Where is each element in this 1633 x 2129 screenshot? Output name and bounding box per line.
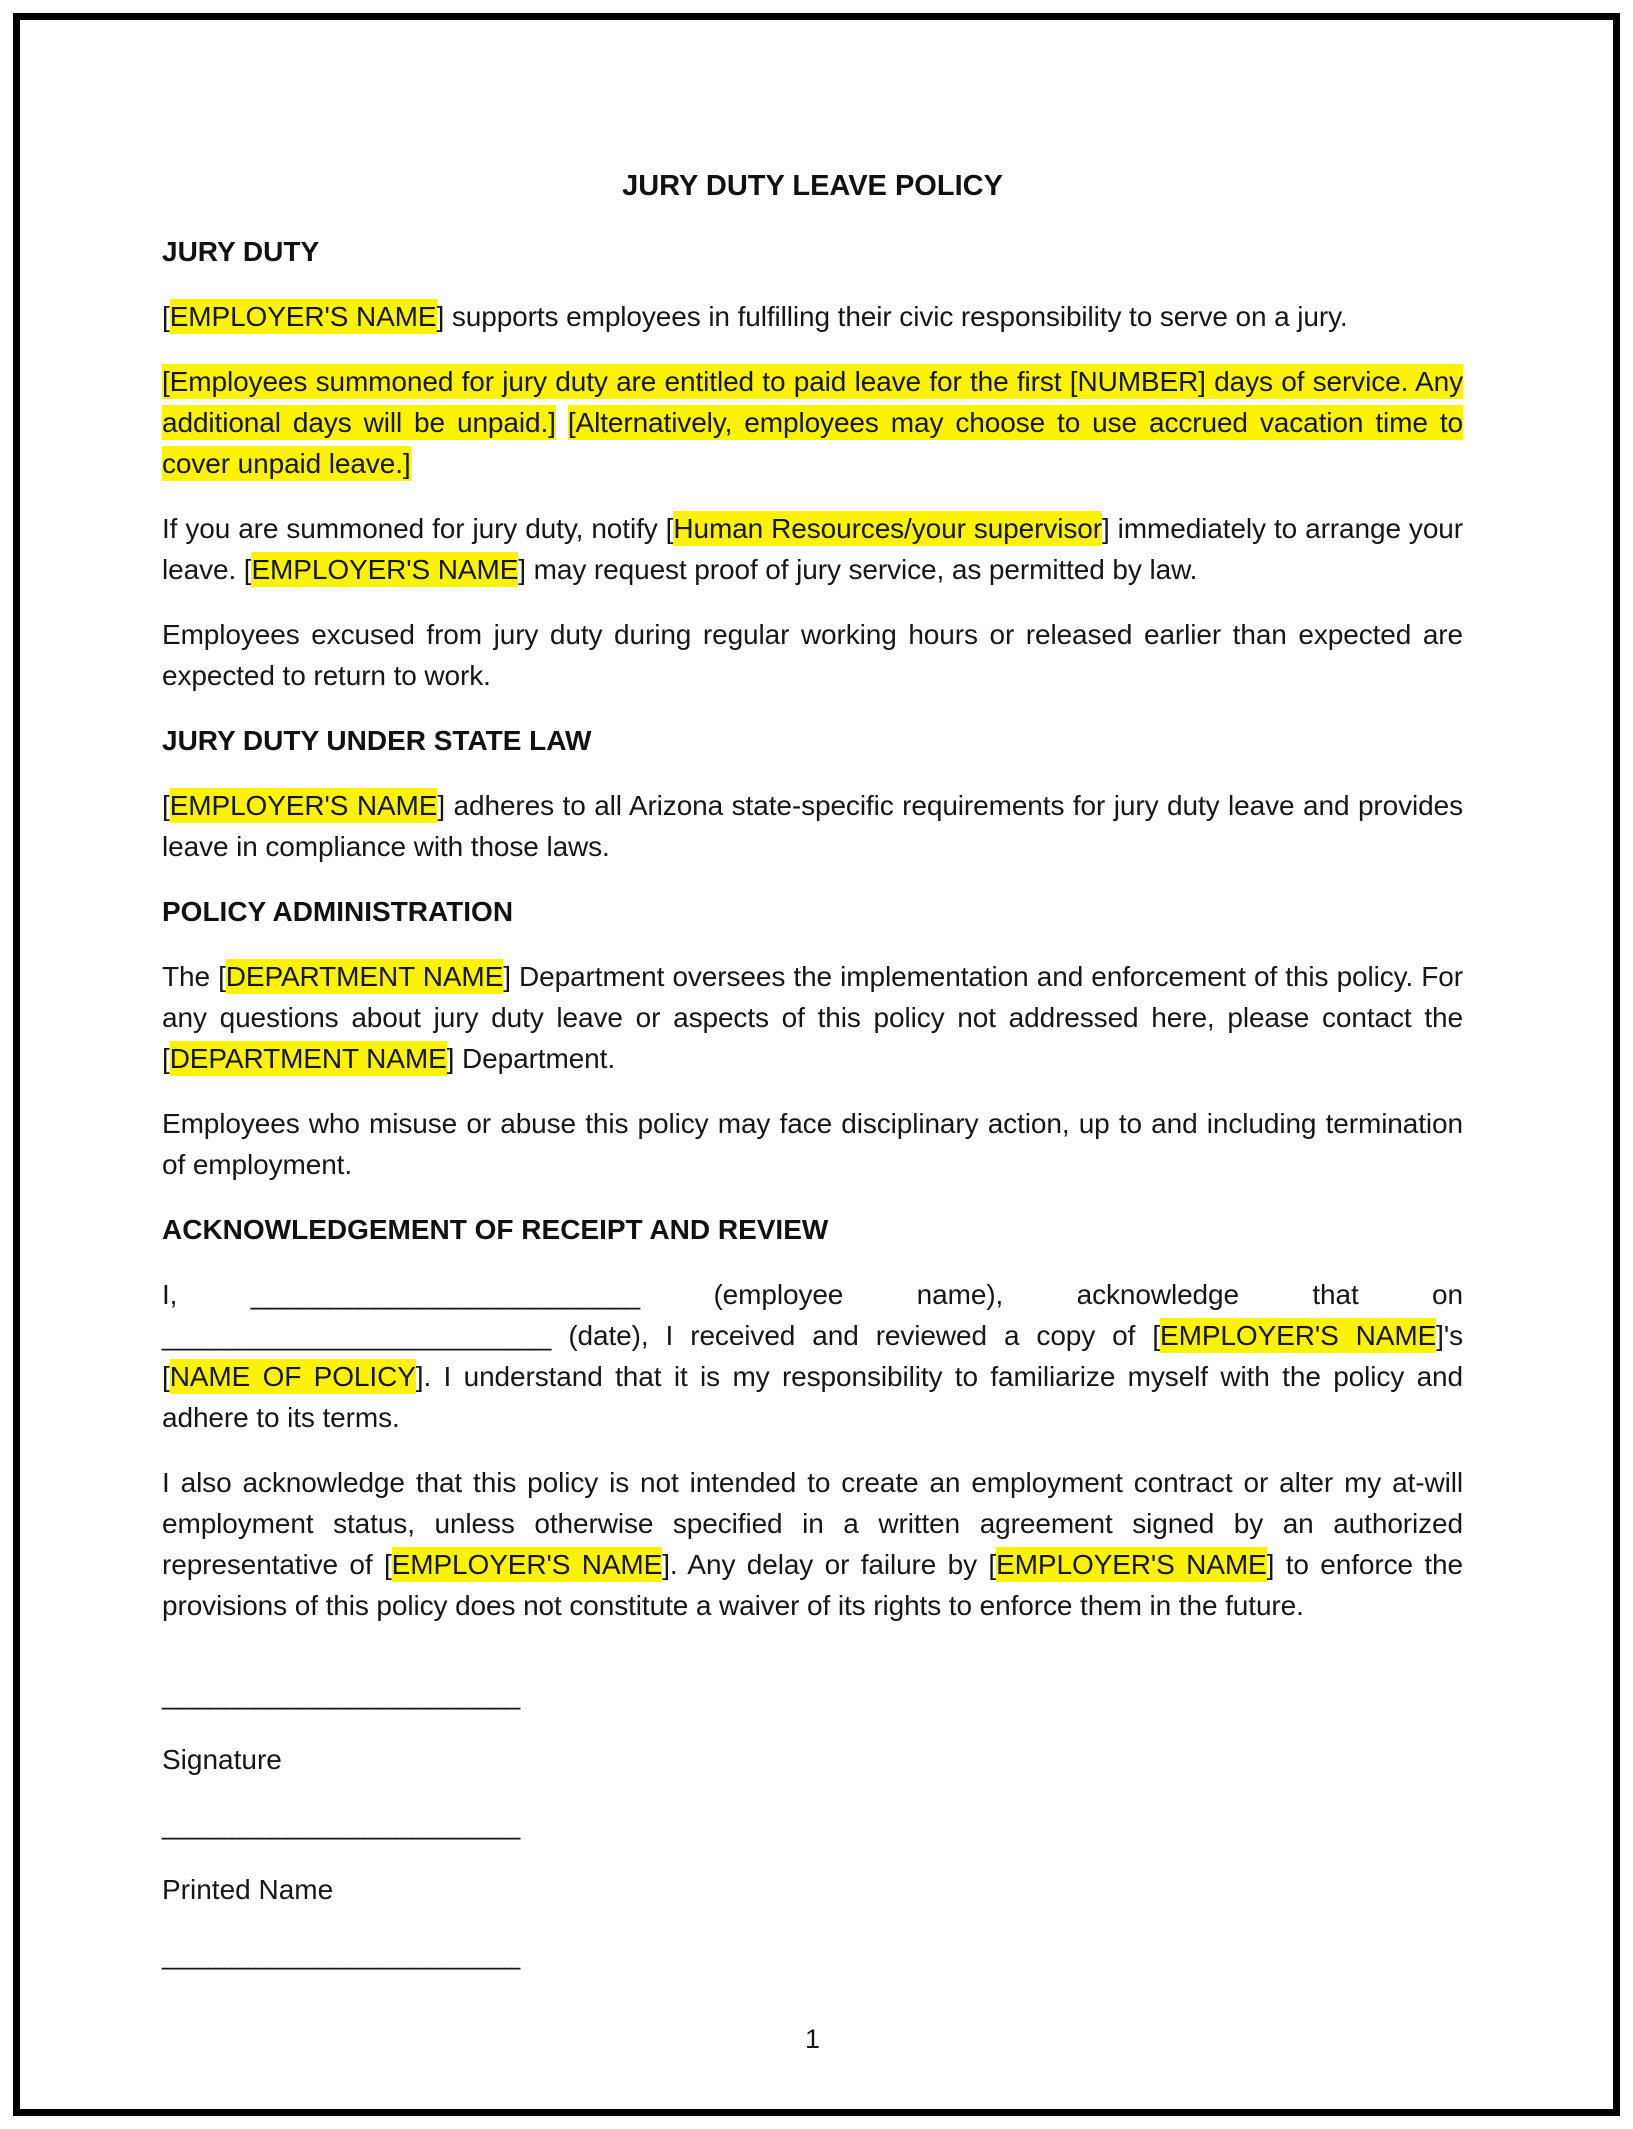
highlighted-placeholder-department-name: DEPARTMENT NAME <box>225 961 504 992</box>
signature-line: _______________________ <box>162 1679 521 1710</box>
section-heading-policy-administration: POLICY ADMINISTRATION <box>162 896 514 927</box>
text-run: ] may request proof of jury service, as permitted by law. <box>518 554 1198 585</box>
text-run: ]'s [ <box>162 1320 1463 1392</box>
page-number: 1 <box>804 2024 821 2054</box>
paragraph-acknowledgement-statement <box>162 1274 1463 1438</box>
paragraph-at-will-disclaimer <box>162 1462 1463 1626</box>
date-line: _______________________ <box>162 1939 521 1970</box>
printed-name-line: _______________________ <box>162 1809 521 1840</box>
text-run: ]. I understand that it is my responsibility to familiarize myself with the policy and adhere to its terms. <box>162 1361 1463 1433</box>
section-heading-state-law: JURY DUTY UNDER STATE LAW <box>162 725 592 756</box>
text-run: If you are summoned for jury duty, notify [ <box>162 513 674 544</box>
highlighted-clause-vacation-time: [Alternatively, employees may choose to use accrued vacation time to cover unpaid leave.] <box>162 407 1463 479</box>
highlighted-placeholder-employer-name: EMPLOYER'S NAME <box>169 301 437 332</box>
text-run: ] Department. <box>446 1043 615 1074</box>
text-run: ] to enforce the provisions of this policy does not constitute a waiver of its rights to enforce them in the future. <box>162 1549 1463 1621</box>
paragraph-department-oversight <box>162 956 1463 1079</box>
text-run: [ <box>162 301 170 332</box>
text-run: I also acknowledge that this policy is not intended to create an employment contract or alter my at-will employment status, unless otherwise specified in a written agreement signed by an authorized representative of [ <box>162 1467 1463 1580</box>
text-run: (employee name), acknowledge that on <box>640 1279 1463 1310</box>
printed-name-label: Printed Name <box>162 1874 334 1905</box>
highlighted-clause-paid-leave: [Employees summoned for jury duty are entitled to paid leave for the first [NUMBER] days of service. Any additional days will be unpaid.] <box>162 366 1463 438</box>
highlighted-placeholder-policy-name: NAME OF POLICY <box>169 1361 416 1392</box>
document-content <box>162 166 1463 2060</box>
highlighted-placeholder-employer-name: EMPLOYER'S NAME <box>391 1549 663 1580</box>
employee-name-blank-line: _________________________ <box>250 1279 641 1310</box>
highlighted-placeholder-department-name: DEPARTMENT NAME <box>169 1043 447 1074</box>
paragraph-employer-supports <box>162 296 1463 337</box>
text-run: [ <box>162 790 170 821</box>
signature-label: Signature <box>162 1744 282 1775</box>
paragraph-return-to-work: Employees excused from jury duty during regular working hours or released earlier than expected are expected to return to work. <box>162 619 1463 691</box>
document-title: JURY DUTY LEAVE POLICY <box>622 170 1003 202</box>
text-run: ] Department oversees the implementation and enforcement of this policy. For any questions about jury duty leave or aspects of this policy not addressed here, please contact the [ <box>162 961 1463 1074</box>
text-run <box>556 407 568 438</box>
paragraph-misuse-discipline: Employees who misuse or abuse this policy may face disciplinary action, up to and including termination of employment. <box>162 1108 1463 1180</box>
highlighted-placeholder-employer-name: EMPLOYER'S NAME <box>251 554 519 585</box>
text-run: ] immediately to arrange your leave. [ <box>162 513 1463 585</box>
paragraph-notify-hr <box>162 508 1463 590</box>
text-run: (date), I received and reviewed a copy of [ <box>551 1320 1161 1351</box>
text-run: ] supports employees in fulfilling their civic responsibility to serve on a jury. <box>436 301 1348 332</box>
paragraph-paid-leave-options <box>162 361 1463 484</box>
text-run: ]. Any delay or failure by [ <box>662 1549 997 1580</box>
text-run: The [ <box>162 961 226 992</box>
text-run: I, <box>162 1279 251 1310</box>
highlighted-placeholder-employer-name: EMPLOYER'S NAME <box>1160 1320 1437 1351</box>
section-heading-acknowledgement: ACKNOWLEDGEMENT OF RECEIPT AND REVIEW <box>162 1214 829 1245</box>
highlighted-placeholder-employer-name: EMPLOYER'S NAME <box>169 790 438 821</box>
highlighted-placeholder-hr-supervisor: Human Resources/your supervisor <box>673 513 1102 544</box>
text-run: ] adheres to all Arizona state-specific requirements for jury duty leave and provides leave in compliance with those laws. <box>162 790 1463 862</box>
section-heading-jury-duty: JURY DUTY <box>162 236 320 267</box>
paragraph-arizona-compliance <box>162 785 1463 867</box>
highlighted-placeholder-employer-name: EMPLOYER'S NAME <box>996 1549 1267 1580</box>
date-blank-line: _________________________ <box>162 1320 552 1351</box>
